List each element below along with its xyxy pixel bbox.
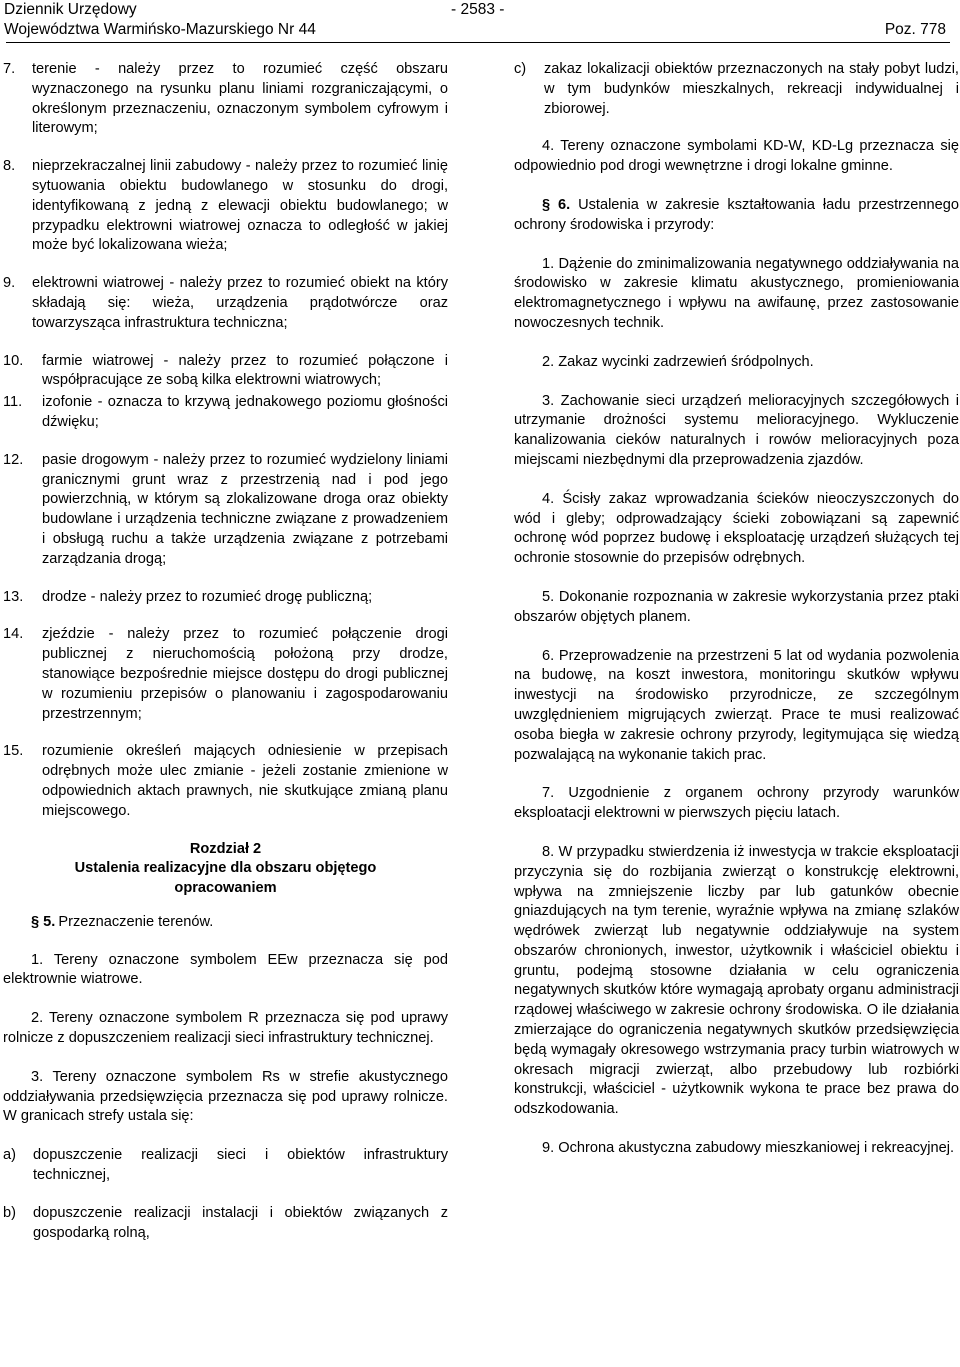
item-text: rozumienie określeń mających odniesienie w przepisach odrębnych może ulec zmianie - jeżeli zostanie zmienione w odpowiednich aktach prawnych, nie skutkujące zmianą planu miejscowego. [42, 743, 448, 819]
definition-item [3, 60, 448, 139]
journal-title [4, 0, 316, 40]
left-column [3, 60, 448, 1261]
item-number: 13. [3, 588, 24, 605]
section-heading [514, 196, 959, 236]
item-number: 15. [3, 743, 24, 760]
paragraph: 5. Dokonanie rozpoznania w zakresie wykorzystania przez ptaki obszarów objętych planem. [514, 588, 959, 625]
definition-item [3, 588, 448, 608]
sub-item-letter: a) [3, 1147, 16, 1164]
sub-item-text: zakaz lokalizacji obiektów przeznaczonych na stały pobyt ludzi, w tym budynków mieszkalnych, rekreacji indywidualnej i zbiorowej. [544, 61, 959, 117]
section-mark: § 6. [542, 196, 571, 213]
paragraph: 8. W przypadku stwierdzenia iż inwestycja w trakcie eksploatacji przyczynia się do rozbijania zwierząt o konstrukcję elektrowni, wpływa na zmniejszenie liczby par lub gatunków obecnie gniazdujących na tym terenie, wyraźnie wpływa na zmianę szlaków wędrówek zwierząt lub negatywnie oddziaływuje na system obszarów chronionych, inwestor, użytkownik i właściciel obiektu i gruntu, podejmą stosowne działania w celu ograniczenia negatywnych skutków które wymagają aprobaty organu administracji rządowej właściwego w zakresie ochrony środowiska. O ile działania zmierzające do ograniczenia negatywnych skutków przedsięwzięcia będą wymagały okresowego wstrzymania pracy turbin wiatrowych w okresach migracji zwierząt, albo przebudowy lub rozbiórki konstrukcji, właściciel - użytkownik wykona te prace bez prawa do odszkodowania. [514, 843, 959, 1118]
item-text: pasie drogowym - należy przez to rozumieć wydzielony liniami granicznymi grunt wraz z przestrzenią nad i pod jego powierzchnią, w którym są zlokalizowane droga oraz obiekty budowlane i urządzenia techniczne związane z prowadzeniem i obsługą ruchu a także urządzenia związane z potrzebami zarządzania drogą; [42, 451, 448, 567]
item-number: 7. [3, 61, 16, 77]
chapter-title: Ustalenia realizacyjne dla obszaru objętego opracowaniem [74, 860, 377, 897]
paragraph: 7. Uzgodnienie z organem ochrony przyrody warunków eksploatacji elektrowni w pierwszych pięciu latach. [514, 785, 959, 822]
definition-item [3, 625, 448, 724]
sub-item-letter: c) [514, 61, 527, 77]
paragraph: 4. Ścisły zakaz wprowadzania ścieków nieoczyszczonych do wód i gleby; odprowadzający ścieki zobowiązani są zapewnić ochronę wód poprzez budowę i eksploatację urządzeń służących tej ochronie stosownie do przepisów odrębnych. [514, 490, 959, 567]
sub-item [3, 1146, 448, 1186]
item-text: zjeździe - należy przez to rozumieć połączenie drogi publicznej z nieruchomością położoną przy drodze, stanowiące bezpośrednie miejsce dostępu do drogi publicznej w rozumieniu przepisów o planowaniu i zagospodarowaniu przestrzennym; [42, 626, 448, 722]
definition-item [3, 352, 448, 392]
definition-item [3, 742, 448, 821]
paragraph: 2. Zakaz wycinki zadrzewień śródpolnych. [542, 353, 814, 370]
right-column [514, 60, 959, 1178]
sub-item [514, 60, 959, 119]
item-number: 14. [3, 626, 24, 643]
position-number: Poz. 778 [884, 21, 946, 38]
item-text: izofonie - oznacza to krzywą jednakowego poziomu głośności dźwięku; [42, 394, 448, 430]
item-number: 10. [3, 352, 24, 369]
definition-item [3, 393, 448, 433]
chapter-number: Rozdział 2 [189, 840, 262, 857]
item-text: farmie wiatrowej - należy przez to rozumieć połączone i współpracujące ze sobą kilka elektrowni wiatrowych; [42, 352, 448, 389]
item-number: 9. [3, 275, 16, 292]
paragraph: 1. Dążenie do zminimalizowania negatywnego oddziaływania na środowisko w zakresie klimatu akustycznego, promieniowania elektromagnetycznego i wpływu na awifaunę, przez zastosowanie nowoczesnych technik. [514, 255, 959, 331]
definition-item [3, 157, 448, 256]
definition-item [3, 274, 448, 333]
item-number: 8. [3, 158, 16, 175]
paragraph: 2. Tereny oznaczone symbolem R przeznacza się pod uprawy rolnicze z dopuszczeniem realizacji sieci infrastruktury technicznej. [3, 1010, 448, 1047]
item-text: drodze - należy przez to rozumieć drogę publiczną; [42, 588, 373, 605]
item-text: elektrowni wiatrowej - należy przez to rozumieć obiekt na który składają się: wieża, urządzenia prądotwórcze oraz towarzysząca infrastruktura techniczna; [32, 275, 448, 331]
item-text: terenie - należy przez to rozumieć część obszaru wyznaczonego na rysunku planu liniami rozgraniczającymi, o określonym przeznaczeniu, oznaczonym symbolem cyfrowym i literowym; [32, 61, 448, 137]
sub-item-text: dopuszczenie realizacji sieci i obiektów infrastruktury technicznej, [33, 1147, 448, 1184]
header-divider [6, 42, 950, 43]
page-header [4, 0, 944, 44]
section-title: Przeznaczenie terenów. [58, 913, 214, 930]
paragraph: 1. Tereny oznaczone symbolem EEw przeznacza się pod elektrownie wiatrowe. [3, 951, 448, 988]
chapter-heading [3, 840, 448, 899]
paragraph: 4. Tereny oznaczone symbolami KD-W, KD-Lg przeznacza się odpowiednio pod drogi wewnętrzne i drogi lokalne gminne. [514, 138, 959, 175]
paragraph: 3. Zachowanie sieci urządzeń melioracyjnych szczegółowych i utrzymanie drożności systemu melioracyjnego. Wykluczenie kanalizowania cieków naturalnych i rowów melioracyjnych poza miejscami niezbędnymi dla przeprowadzenia zjazdów. [514, 392, 959, 468]
section-title: Ustalenia w zakresie kształtowania ładu przestrzennego ochrony środowiska i przyrody: [514, 196, 959, 233]
section-heading [31, 913, 448, 933]
paragraph: 9. Ochrona akustyczna zabudowy mieszkaniowej i rekreacyjnej. [542, 1140, 955, 1157]
sub-item-letter: b) [3, 1204, 16, 1221]
paragraph: 6. Przeprowadzenie na przestrzeni 5 lat od wydania pozwolenia na budowę, na koszt inwestora, monitoringu skutków wpływu inwestycji na środowisko przyrodnicze, ze szczególnym uwzględnieniem migrujących zwierząt. Prace te musi realizować osoba biegła w zakresie ochrony przyrody, legitymująca się wiedzą pozwalającą na wykonanie takich prac. [514, 647, 959, 763]
page-number: - 2583 - [451, 1, 505, 18]
journal-region: Województwa Warmińsko-Mazurskiego Nr 44 [4, 21, 316, 38]
paragraph: 3. Tereny oznaczone symbolem Rs w strefie akustycznego oddziaływania przedsięwzięcia przeznacza się pod uprawy rolnicze. W granicach strefy ustala się: [3, 1068, 448, 1125]
item-number: 12. [3, 451, 24, 468]
section-mark: § 5. [31, 913, 56, 930]
item-text: nieprzekraczalnej linii zabudowy - należy przez to rozumieć linię sytuowania obiektu budowlanego w stosunku do drogi, identyfikowaną z jedną z elewacji obiektu budowlanego; w przypadku elektrowni wiatrowej oznacza to odległość w jakiej może być lokalizowana wieża; [32, 158, 448, 254]
item-number: 11. [3, 394, 23, 411]
definition-item [3, 451, 448, 570]
journal-name: Dziennik Urzędowy [4, 1, 137, 18]
sub-item-text: dopuszczenie realizacji instalacji i obiektów związanych z gospodarką rolną, [33, 1204, 448, 1241]
sub-item [3, 1204, 448, 1244]
